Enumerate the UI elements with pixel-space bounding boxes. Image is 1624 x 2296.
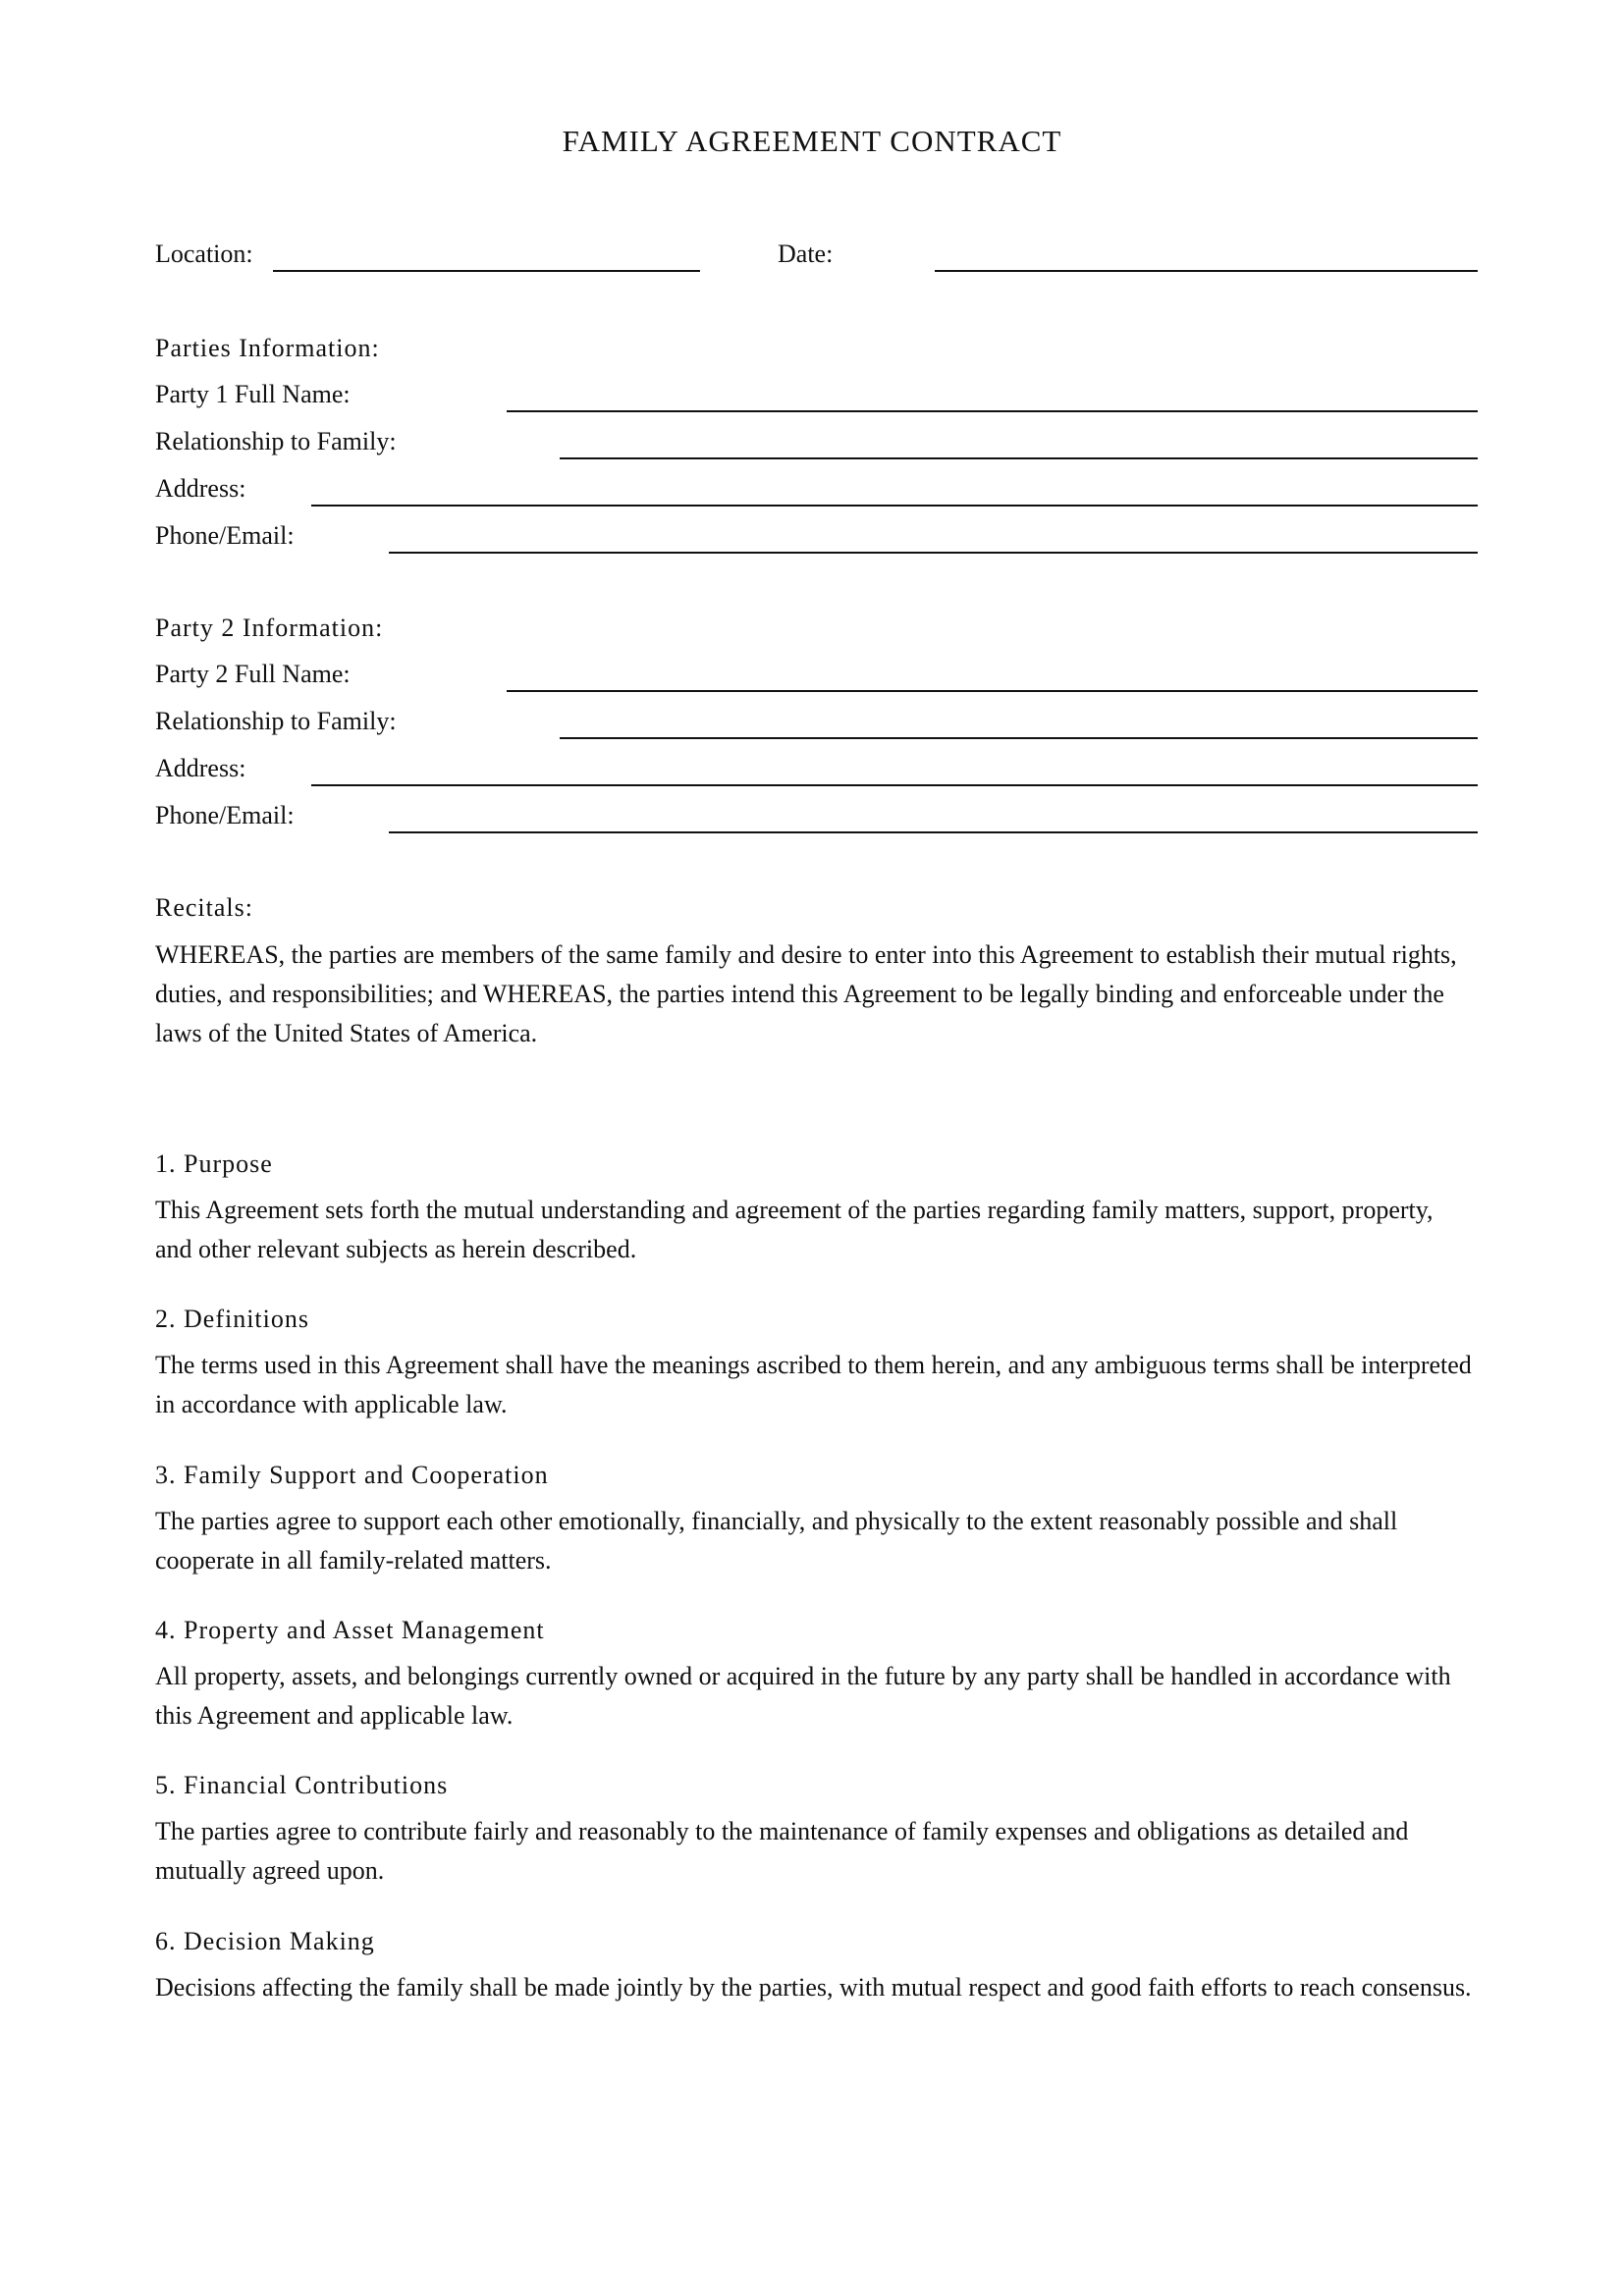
location-input-line[interactable] [273, 270, 700, 272]
section-6-heading: 6. Decision Making [155, 1927, 375, 1955]
party2-relationship-label: Relationship to Family: [155, 707, 397, 735]
party2-name-input-line[interactable] [507, 690, 1478, 692]
party2-heading: Party 2 Information: [155, 614, 384, 642]
section-3-heading: 3. Family Support and Cooperation [155, 1461, 549, 1489]
section-4-text: All property, assets, and belongings currently owned or acquired in the future by any party shall be handled in accordance with this Agreement and applicable law. [155, 1662, 1451, 1730]
recitals-text: WHEREAS, the parties are members of the same family and desire to enter into this Agreement to establish their mutual rights, duties, and responsibilities; and WHEREAS, the parties intend this Agreement to be legally binding and enforceable under the laws of the United States of America. [155, 940, 1457, 1047]
party2-contact-label: Phone/Email: [155, 801, 295, 829]
party2-relationship-input-line[interactable] [560, 737, 1478, 739]
party2-address-label: Address: [155, 754, 246, 782]
date-label: Date: [778, 240, 834, 268]
party2-address-input-line[interactable] [311, 784, 1478, 786]
party1-relationship-input-line[interactable] [560, 457, 1478, 459]
party1-name-label: Party 1 Full Name: [155, 380, 351, 408]
party1-address-input-line[interactable] [311, 505, 1478, 507]
section-1-heading: 1. Purpose [155, 1149, 273, 1178]
recitals-heading: Recitals: [155, 893, 253, 922]
section-2-text: The terms used in this Agreement shall have the meanings ascribed to them herein, and any ambiguous terms shall be interpreted in accordance with applicable law. [155, 1351, 1472, 1418]
location-label: Location: [155, 240, 253, 268]
document-title: FAMILY AGREEMENT CONTRACT [562, 124, 1062, 158]
party1-heading: Parties Information: [155, 334, 380, 362]
party1-contact-label: Phone/Email: [155, 521, 295, 550]
party1-contact-input-line[interactable] [389, 552, 1478, 554]
party2-contact-input-line[interactable] [389, 831, 1478, 833]
party1-address-label: Address: [155, 474, 246, 503]
section-6-text: Decisions affecting the family shall be made jointly by the parties, with mutual respect and good faith efforts to reach consensus. [155, 1973, 1472, 2002]
party1-name-input-line[interactable] [507, 410, 1478, 412]
section-1-text: This Agreement sets forth the mutual understanding and agreement of the parties regarding family matters, support, property, and other relevant subjects as herein described. [155, 1196, 1434, 1263]
section-5-heading: 5. Financial Contributions [155, 1771, 449, 1799]
party1-relationship-label: Relationship to Family: [155, 427, 397, 455]
section-2-heading: 2. Definitions [155, 1305, 309, 1333]
section-4-heading: 4. Property and Asset Management [155, 1616, 545, 1644]
section-3-text: The parties agree to support each other emotionally, financially, and physically to the extent reasonably possible and shall cooperate in all family-related matters. [155, 1507, 1398, 1575]
date-input-line[interactable] [935, 270, 1478, 272]
section-5-text: The parties agree to contribute fairly and reasonably to the maintenance of family expenses and obligations as detailed and mutually agreed upon. [155, 1817, 1409, 1885]
party2-name-label: Party 2 Full Name: [155, 660, 351, 688]
